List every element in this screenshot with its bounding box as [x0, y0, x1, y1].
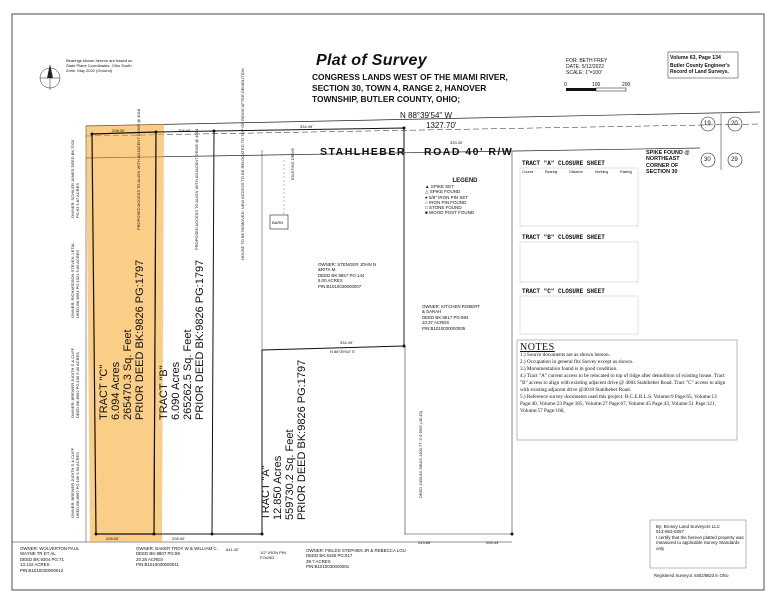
side-owner-brewer-2: OWNER: BREWER JUDITH S & CLIFF DEED BK:8962 PG:106 5.00 ACRES [70, 447, 80, 518]
section-20: 20 [731, 121, 738, 127]
scale-tick-100: 100 [592, 82, 601, 88]
bearing-basis: Bearings shown hereon are based on State Plane Coordinates, Ohio South Zone, May 2022 (Ground) [66, 58, 133, 73]
owner-kitchen: OWNER: KITCHEN ROBERT & SARAH DEED BK:8817 PG:984 10.37 ACRES PIN:B1010030000005 [422, 304, 480, 331]
scale-tick-0: 0 [564, 82, 567, 88]
dim-bot-right: 204.43' [486, 540, 499, 545]
plat-meta: FOR: BETH FREY DATE: 5/12/2022 SCALE: 1"=100' [566, 58, 608, 76]
barn-label: BARN [272, 220, 284, 225]
surveyor-registration: Registered Surveyor, 8402/8823 in Ohio [654, 573, 729, 578]
volume-page: Volume 63, Page 134 [670, 55, 721, 61]
owner-fields: OWNER: FIELDS STEPHEN JR & REBECCA LOU DEED BK:8165 PG:617 39.7 ACRES PIN:B1010030000001 [306, 548, 406, 570]
tract-c-label: TRACT "C" 6.094 Acres 265470.3 Sq. Feet PRIOR DEED BK:9826 PG:1797 [98, 259, 146, 420]
engineer-record: Butler County Engineer's Record of Land Surveys. [670, 63, 730, 75]
note-access-c: PROPOSED ACCESS TO ALIGN WITH ADJACENT DRIVE @ 4018 [136, 108, 141, 230]
closure-a-title: TRACT "A" CLOSURE SHEET [522, 160, 605, 167]
surveyor-block: By: Brosey Land Surveyors LLC 513-863-0257 I certify that the hereon platted property was measured to applicable Survey Standards only [656, 524, 744, 551]
closure-headers: Course Bearing Distance Northing Easting [522, 170, 632, 174]
road-name-left: STAHLHEBER [320, 146, 406, 158]
note-house-removal: HOUSE TO BE REMOVED. NEW ACCESS TO BE RELOCATED TO TOP OF RIDGE AFTER DEMOLITION [240, 68, 245, 260]
note-access-b: PROPOSED ACCESS TO ALIGN WITH ADJACENT DRIVE @ 4004 [194, 128, 199, 250]
dim-top-a: 334.49' [300, 124, 313, 129]
side-owner-brewer-1: OWNER: BREWER JUDITH S & CLIFF DEED BK:8962 PG:106 5.00 ACRES [70, 347, 80, 418]
plat-subtitle: CONGRESS LANDS WEST OF THE MIAMI RIVER, SECTION 30, TOWN 4, RANGE 2, HANOVER TOWNSHIP, BUTLER COUNTY, OHIO; [312, 72, 508, 104]
spike-found-note: SPIKE FOUND @ NORTHEAST CORNER OF SECTION 30 [646, 150, 690, 176]
closure-tables [520, 168, 638, 334]
north-arrow-icon [40, 64, 60, 90]
dim-top-b: 208.00' [178, 128, 191, 133]
dim-bot-b: 208.00' [172, 536, 185, 541]
dim-mid-a-bearing: N 88°39'54" E [330, 349, 355, 354]
existing-drive-label: EXISTING DRIVE [290, 147, 295, 180]
tract-b-label: TRACT "B" 6.090 Acres 265262.5 Sq. Feet PRIOR DEED BK:9826 PG:1797 [158, 259, 206, 420]
scale-bar [566, 88, 626, 91]
plat-title: Plat of Survey [316, 52, 427, 69]
dim-bot-mid: 243.86' [418, 540, 431, 545]
dim-bot-c: 208.00' [106, 536, 119, 541]
dim-top-right: 333.30' [450, 140, 463, 145]
dim-top-c: 208.00' [112, 128, 125, 133]
dim-bot-a: 641.42' [226, 547, 239, 552]
side-owner-schiler: OWNER: SCHILER JAMES DEED BK:7020 PG:63 5.87 ACRES [70, 139, 80, 218]
closure-c-title: TRACT "C" CLOSURE SHEET [522, 288, 605, 295]
owner-wolverton: OWNER: WOLVERTON PAUL WAYNE TR ET AL DEED BK:9304 PG:71 13.132 ACRES PIN:B1010030000012 [20, 546, 80, 573]
road-name-right: ROAD 40' R/W [424, 146, 514, 158]
section-19: 19 [704, 121, 711, 127]
scale-tick-200: 200 [622, 82, 631, 88]
dim-east-long: DEED 1303.84' MEAS 1303.77' S 0 DEG (45.43) [418, 411, 423, 498]
owner-baker: OWNER: BAKER TROY W & WILLIAM C. DEED BK:8807 PG:89 20.28 ACRES PIN:B1010030000011 [136, 546, 218, 568]
owner-stenger: OWNER: STENGER JOHN N &RITA M. DEED BK:8857 PG:144 5.00 ACRES PIN:B1010030000007 [318, 262, 377, 289]
iron-pin-note: 1/2" IRON PIN FOUND [260, 550, 286, 560]
side-owner-richardson: OWNER: RICHARDSON STEVEN J ETAL DEED BK:8994 PG:1021 5.00 ACRES [70, 242, 80, 318]
road-bearing: N 88°39'54" W [400, 111, 453, 120]
section-29: 29 [731, 157, 738, 163]
legend: LEGEND ▲ SPIKE SET △ SPIKE FOUND ● 5/8" IRON PIN SET ○ IRON PIN FOUND □ STONE FOUND ■ WOOD POST FOUND [425, 178, 478, 215]
closure-b-title: TRACT "B" CLOSURE SHEET [522, 234, 605, 241]
dim-mid-a: 334.49' [340, 340, 353, 345]
section-30: 30 [704, 157, 711, 163]
tract-a-label: TRACT "A" 12.850 Acres 559730.2 Sq. Feet PRIOR DEED BK:9826 PG:1797 [260, 359, 308, 520]
road-distance: 1327.70' [426, 121, 457, 130]
notes-block: NOTES 1.) Source documents are as shown hereon. 2.) Occupation in general fits Survey except as shown. 3.) Monumentation found is in good condition. 4.) Tract "A" current access to be relocated to top of ridge after demolition of existing house. Tract "B" access to align with existing adjacent drive @ 4004 Stahlheber Road. Tract "C" access to align with existing adjacent drive @4018 Stahlheber Road. 5.) Reference survey documents used this project: B.C.E.R.L.S. Volume:9 Page:65, Volume:13 Page:40, Volume:23 Page:185, Volume:27 Page:67, Volume:45 Page:43, Volume:51 Page:121, Volume:57 Page:160, [520, 342, 726, 414]
